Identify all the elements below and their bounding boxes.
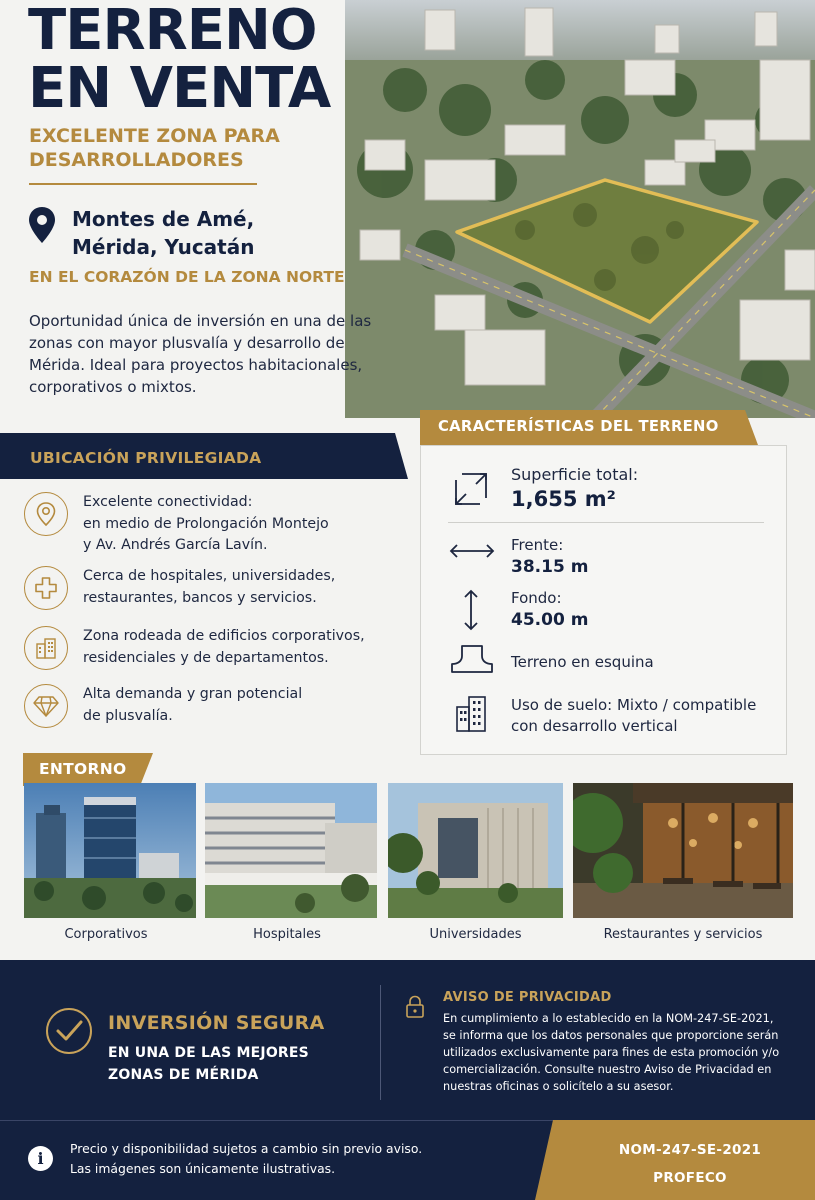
- photo-restaurantes: [573, 783, 793, 918]
- inversion-divider: [380, 985, 381, 1100]
- photo-corporativos: [24, 783, 196, 918]
- frente-value: 38.15 m: [511, 557, 589, 577]
- location-text: [72, 205, 254, 261]
- map-pin-icon: [28, 206, 56, 244]
- corner-lot-icon: [450, 644, 494, 674]
- fondo-label: Fondo:: [511, 589, 562, 607]
- feature-text-line: de plusvalía.: [83, 707, 173, 724]
- width-arrow-icon: [449, 543, 495, 559]
- feature-text-line: restaurantes, bancos y servicios.: [83, 589, 317, 606]
- check-icon: [44, 1006, 94, 1056]
- entorno-title: ENTORNO: [39, 760, 127, 778]
- caption-restaurantes: Restaurantes y servicios: [603, 927, 763, 942]
- feature-text-line: en medio de Prolongación Montejo: [83, 515, 329, 532]
- superficie-label: Superficie total:: [511, 465, 639, 484]
- profeco-label: PROFECO: [653, 1170, 727, 1186]
- location-line2: Mérida, Yucatán: [72, 235, 255, 259]
- uso-suelo-line1: Uso de suelo: Mixto / compatible: [511, 696, 757, 714]
- superficie-value: 1,655 m²: [511, 487, 616, 511]
- ubicacion-title: UBICACIÓN PRIVILEGIADA: [30, 449, 262, 467]
- info-icon: i: [28, 1146, 53, 1171]
- hero-divider: [29, 183, 257, 185]
- intro-paragraph: Oportunidad única de inversión en una de las zonas con mayor plusvalía y desarrollo de Mérida. Ideal para proyectos habitacionales, corporativos o mixtos.: [29, 312, 372, 396]
- diamond-icon: [24, 684, 68, 728]
- caracteristicas-divider: [448, 522, 764, 523]
- frente-row: [511, 535, 588, 579]
- disclaimer: [70, 1139, 470, 1179]
- photo-hospitales: [205, 783, 377, 918]
- feature-text-line: Cerca de hospitales, universidades,: [83, 568, 336, 584]
- disclaimer-line2: Las imágenes son únicamente ilustrativas.: [70, 1161, 336, 1176]
- feature-text-line: y Av. Andrés García Lavín.: [83, 537, 268, 553]
- frente-label: Frente:: [511, 536, 564, 554]
- privacidad-text: En cumplimiento a lo establecido en la NOM-247-SE-2021, se informa que los datos personales que proporcione serán utilizados exclusivamente para fines de esta promoción y/o comercialización. Consulte nuestro Aviso de Privacidad en nuestras oficinas o solicítelo a su asesor.: [443, 1012, 780, 1093]
- caption-corporativos: Corporativos: [64, 927, 148, 942]
- photo-universidades: [388, 783, 563, 918]
- hero-subtitle-line1: EXCELENTE ZONA PARA: [29, 125, 280, 147]
- feature-text-line: Excelente conectividad:: [83, 494, 253, 510]
- area-icon: [452, 470, 490, 508]
- fondo-row: [511, 588, 588, 632]
- caption-universidades: Universidades: [429, 927, 522, 942]
- hero-title-line1: TERRENO: [28, 0, 317, 63]
- fondo-value: 45.00 m: [511, 610, 589, 630]
- aerial-photo: [345, 0, 815, 418]
- nom-label: NOM-247-SE-2021: [618, 1142, 762, 1158]
- hero-title-line2: EN VENTA: [28, 56, 331, 121]
- superficie-row: [511, 464, 638, 513]
- feature-text-line: Alta demanda y gran potencial: [83, 686, 303, 702]
- feature-text-line: residenciales y de departamentos.: [83, 649, 329, 666]
- hero-subtitle-line2: DESARROLLADORES: [29, 149, 244, 171]
- lock-icon: [405, 995, 425, 1019]
- location-line1: Montes de Amé,: [72, 207, 255, 231]
- depth-arrow-icon: [463, 589, 479, 631]
- esquina-label: Terreno en esquina: [511, 653, 654, 671]
- uso-suelo-row: [511, 695, 756, 737]
- building-icon: [24, 626, 68, 670]
- disclaimer-line1: Precio y disponibilidad sujetos a cambio sin previo aviso.: [70, 1141, 423, 1156]
- tagline: EN EL CORAZÓN DE LA ZONA NORTE: [29, 268, 345, 286]
- hero-title: [28, 0, 331, 121]
- nom-badge-text: [580, 1136, 800, 1192]
- caracteristicas-title: CARACTERÍSTICAS DEL TERRENO: [438, 418, 719, 435]
- esquina-row: [511, 652, 654, 673]
- building-icon: [455, 695, 489, 733]
- inversion-subtitle: EN UNA DE LAS MEJORES ZONAS DE MÉRIDA: [108, 1045, 309, 1083]
- location-icon: [24, 492, 68, 536]
- privacidad-title: AVISO DE PRIVACIDAD: [443, 990, 612, 1005]
- inversion-title: INVERSIÓN SEGURA: [108, 1012, 325, 1034]
- feature-text-line: Zona rodeada de edificios corporativos,: [83, 628, 365, 644]
- caption-hospitales: Hospitales: [253, 927, 321, 942]
- uso-suelo-line2: con desarrollo vertical: [511, 717, 678, 735]
- hero-subtitle: [29, 124, 329, 172]
- medical-cross-icon: [24, 566, 68, 610]
